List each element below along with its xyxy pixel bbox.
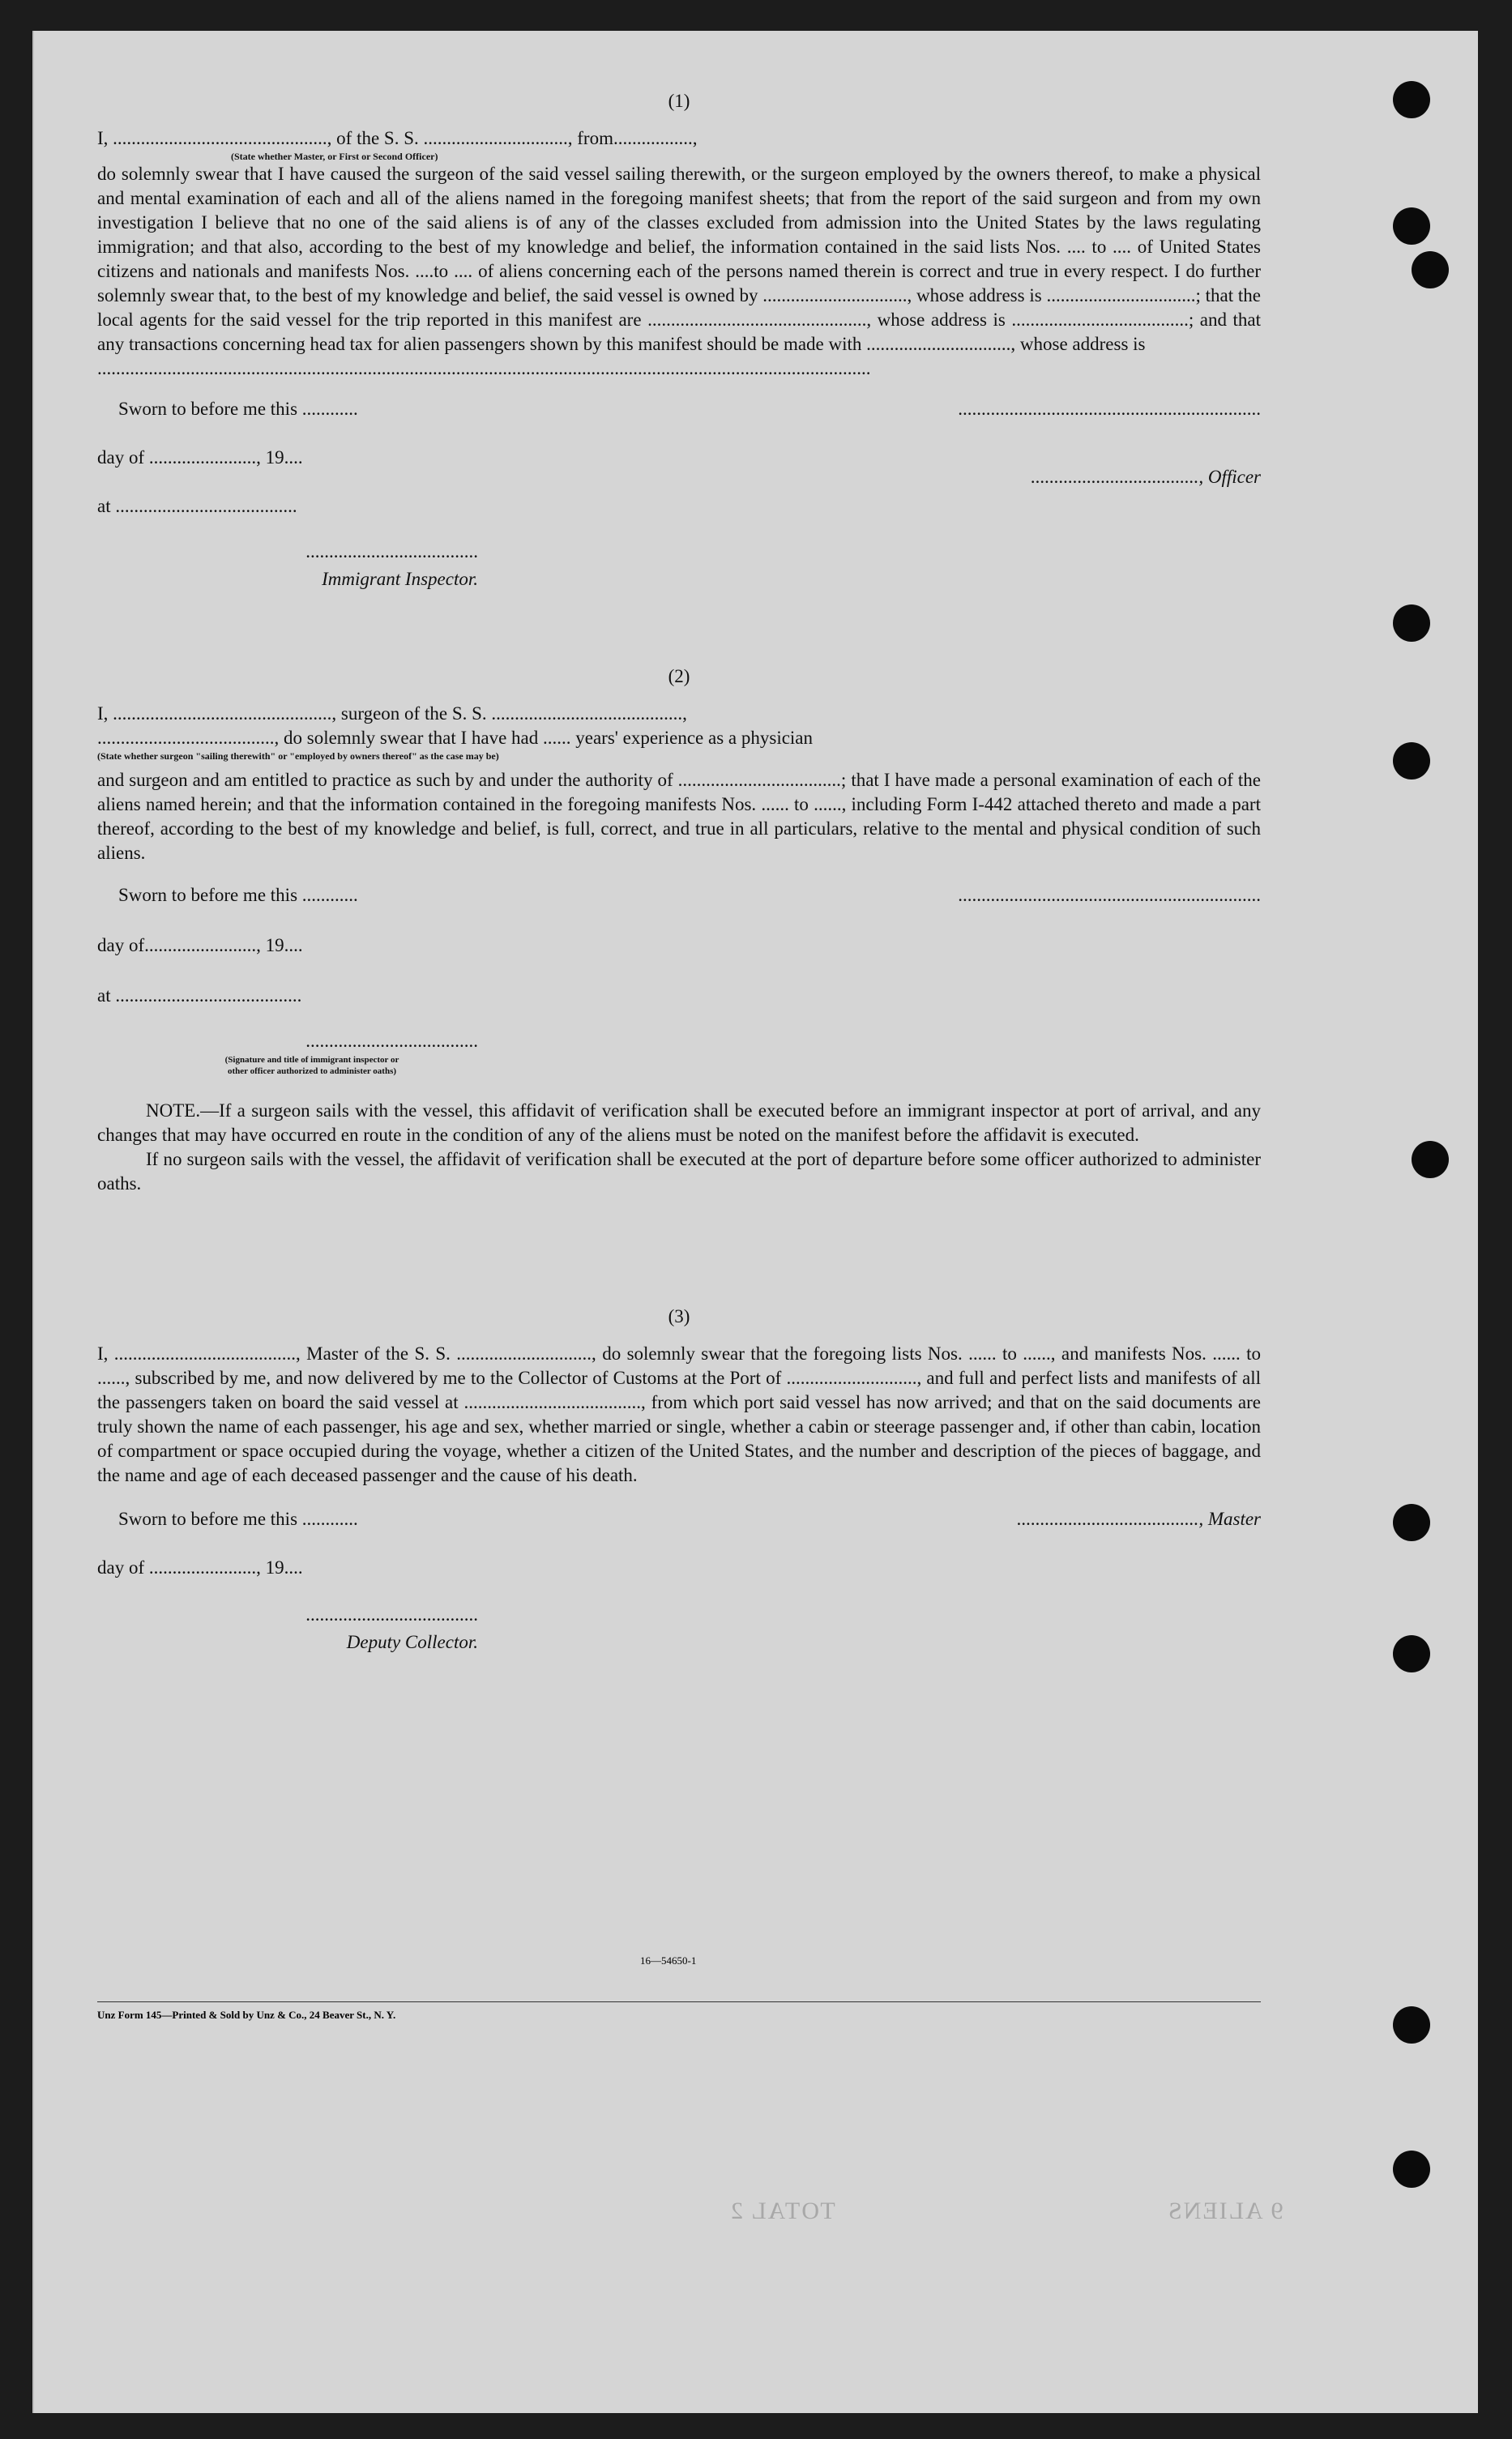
printer-footer: [97, 2001, 1261, 2022]
sworn-line: Sworn to before me this ............: [118, 885, 358, 905]
day-line: day of........................, 19....: [97, 935, 303, 955]
bleed-through-text: 9 ALIENS: [1167, 2198, 1283, 2224]
signature-line: .....................................: [305, 1031, 478, 1051]
signature-caption: (Signature and title of immigrant inspector or: [224, 1055, 399, 1065]
punch-hole: [1393, 81, 1430, 118]
punch-hole: [1393, 2151, 1430, 2188]
footer-rule: [97, 2001, 1261, 2002]
inspector-label: Immigrant Inspector.: [322, 569, 478, 589]
section-number: (3): [668, 1306, 690, 1326]
section-number: (1): [668, 91, 690, 111]
section-2: [97, 664, 1261, 1196]
signature-caption: other officer authorized to administer oaths): [227, 1066, 397, 1076]
punch-hole: [1393, 604, 1430, 642]
oath-body: I, ......................................., Master of the S. S. ............................., do solemnly swear that the foregoing lists Nos. ...... to ......, and manifests Nos. ...... to ......, subscribed by me, and now delivered by me to the Collector of Customs at the Port of ............................, and full and perfect lists and manifests of all the passengers taken on board the said vessel at ......................................, from which port said vessel has now arrived; and that on the said documents are truly shown the name of each passenger, his age and sex, whether married or single, whether a cabin or steerage passenger and, if other than cabin, location of compartment or space occupied during the voyage, whether a citizen of the United States, and the number and description of the pieces of baggage, and the name and age of each deceased passenger and the cause of his death.: [97, 1343, 1261, 1485]
note-paragraph: NOTE.—If a surgeon sails with the vessel, this affidavit of verification shall be executed before an immigrant inspector at port of arrival, and any changes that may have occurred en route in the condition of any of the aliens must be noted on the manifest before the affidavit is executed.: [97, 1100, 1261, 1145]
note-paragraph: If no surgeon sails with the vessel, the affidavit of verification shall be executed at the port of departure before some officer authorized to administer oaths.: [97, 1149, 1261, 1194]
at-line: at ........................................: [97, 985, 302, 1006]
section-1: [97, 89, 1261, 664]
surgeon-experience-line: ......................................, do solemnly swear that I have had ...... years' experience as a physician: [97, 728, 814, 748]
officer-line: ...................................., Officer: [1031, 467, 1261, 487]
day-line: day of ......................., 19....: [97, 447, 303, 468]
sworn-line: Sworn to before me this ............: [118, 399, 358, 419]
printer-credit: Unz Form 145—Printed & Sold by Unz & Co., 24 Beaver St., N. Y.: [97, 2009, 396, 2021]
surgeon-declaration-line: I, ..............................................., surgeon of the S. S. .........................................,: [97, 703, 687, 724]
at-line: at .......................................: [97, 496, 297, 516]
master-line: ......................................., Master: [1017, 1509, 1261, 1529]
collector-signature-line: .....................................: [305, 1604, 478, 1625]
punch-hole: [1393, 1504, 1430, 1541]
punch-hole: [1393, 207, 1430, 245]
field-caption: (State whether Master, or First or Second Officer): [231, 151, 438, 162]
punch-hole: [1412, 251, 1449, 288]
inspector-signature-line: .....................................: [305, 541, 478, 562]
signature-block: [97, 397, 1261, 664]
oath-body: and surgeon and am entitled to practice as such by and under the authority of ...................................; that I have made a personal examination of each of the aliens named herein; and that the information contained in the foregoing manifests Nos. ...... to ......, including Form I-442 attached thereto and made a part thereof, according to the best of my knowledge and belief, is full, correct, and true in all particulars, relative to the mental and physical condition of such aliens.: [97, 770, 1261, 863]
signature-block: [97, 1507, 1261, 1669]
form-content: [97, 89, 1261, 1669]
day-line: day of ......................., 19....: [97, 1557, 303, 1578]
field-caption: (State whether surgeon "sailing therewith" or "employed by owners thereof" as the case may be): [97, 750, 499, 762]
signature-dots: .................................................................: [958, 399, 1261, 419]
sworn-line: Sworn to before me this ............: [118, 1509, 358, 1529]
form-code: 16—54650-1: [640, 1954, 697, 1967]
master-declaration-line: I, .............................................., of the S. S. ..............................., from.................,: [97, 128, 698, 148]
punch-hole: [1393, 1635, 1430, 1672]
punch-hole: [1393, 2006, 1430, 2044]
signature-block: [97, 883, 1261, 1099]
punch-hole: [1393, 742, 1430, 780]
oath-body: do solemnly swear that I have caused the surgeon of the said vessel sailing therewith, or the surgeon employed by the owners thereof, to make a physical and mental examination of each and all of the aliens named in the foregoing manifest sheets; that from the report of the said surgeon and from my own investigation I believe that no one of the said aliens is of any of the classes excluded from admission into the United States by the laws regulating immigration; and that also, according to the best of my knowledge and belief, the information contained in the said lists Nos. .... to .... of United States citizens and nationals and manifests Nos. ....to .... of aliens concerning each of the persons named therein is correct and true in every respect. I do further solemnly swear that, to the best of my knowledge and belief, the said vessel is owned by ..............................., whose address is ................................; that the local agents for the said vessel for the trip reported in this manifest are ..............................................., whose address is ......................................; and that any transactions concerning head tax for alien passengers shown by this manifest should be made with ..............................., whose address is: [97, 164, 1261, 354]
section-3: [97, 1305, 1261, 1669]
section-number: (2): [668, 666, 690, 686]
collector-label: Deputy Collector.: [346, 1632, 478, 1652]
bleed-through-text: TOTAL 2: [729, 2198, 835, 2224]
address-dots: ......................................................................................................................................................................: [97, 358, 871, 378]
punch-hole: [1412, 1141, 1449, 1178]
signature-dots: .................................................................: [958, 885, 1261, 905]
